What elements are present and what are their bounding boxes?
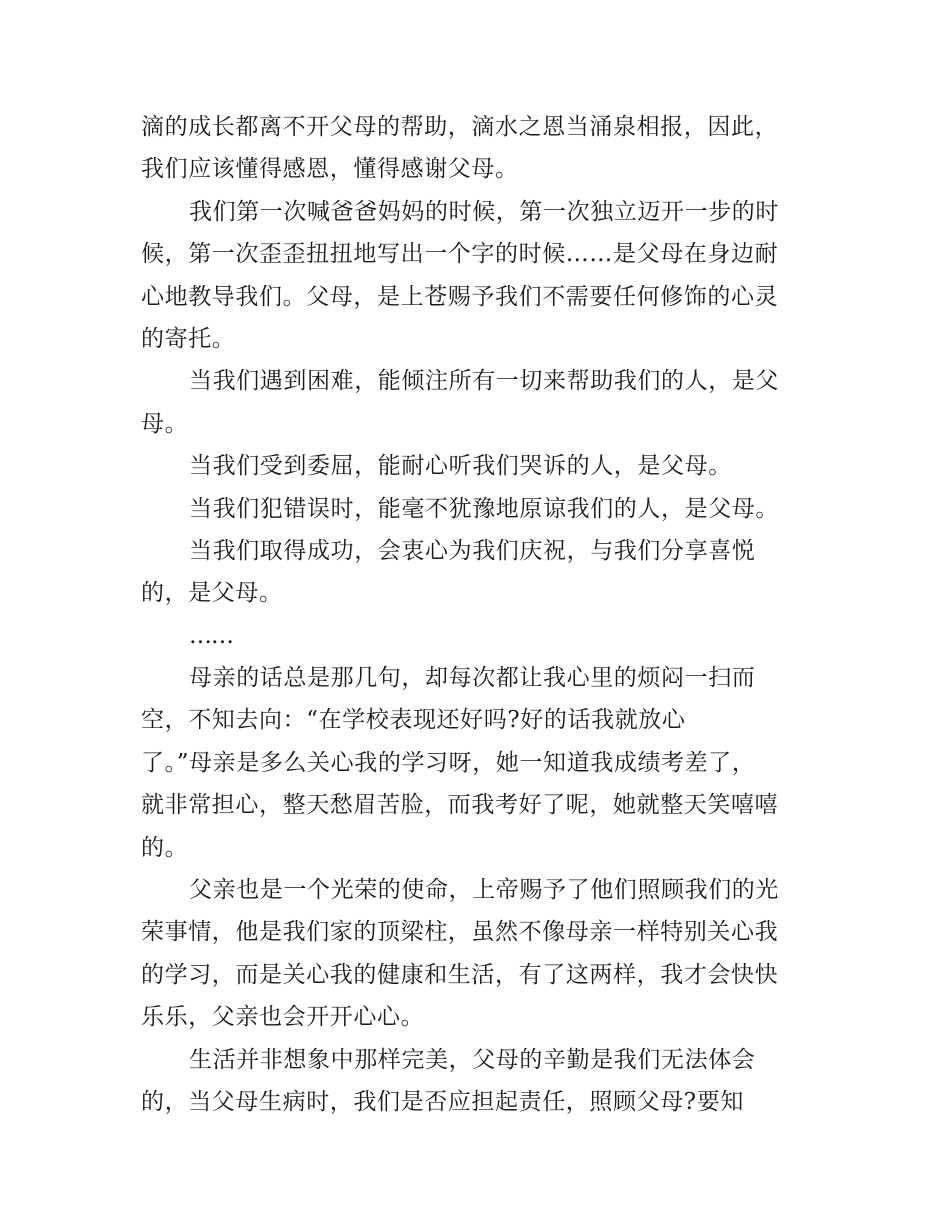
text-line: 的。	[141, 834, 189, 861]
text-line: 的，当父母生病时，我们是否应担起责任，照顾父母?要知	[141, 1088, 744, 1115]
text-line: 父亲也是一个光荣的使命，上帝赐予了他们照顾我们的光	[189, 877, 779, 904]
text-line: 当我们受到委屈，能耐心听我们哭诉的人，是父母。	[189, 453, 732, 480]
text-line: 我们第一次喊爸爸妈妈的时候，第一次独立迈开一步的时	[189, 198, 779, 225]
text-line: 的寄托。	[141, 325, 236, 352]
body-text	[141, 106, 813, 1123]
text-line: 就非常担心，整天愁眉苦脸，而我考好了呢，她就整天笑嘻嘻	[141, 792, 779, 819]
text-line: 乐乐，父亲也会开开心心。	[141, 1004, 425, 1031]
text-line: 候，第一次歪歪扭扭地写出一个字的时候……是父母在身边耐	[141, 241, 779, 268]
text-line: 母亲的话总是那几句，却每次都让我心里的烦闷一扫而	[189, 665, 756, 692]
text-line: 空，不知去向：“在学校表现还好吗?好的话我就放心	[141, 707, 686, 734]
text-line: 的学习，而是关心我的健康和生活，有了这两样，我才会快快	[141, 961, 779, 988]
text-line: 母。	[141, 410, 189, 437]
text-line: 当我们犯错误时，能毫不犹豫地原谅我们的人，是父母。	[189, 495, 779, 522]
text-line: 生活并非想象中那样完美，父母的辛勤是我们无法体会	[189, 1046, 756, 1073]
text-line: 心地教导我们。父母，是上苍赐予我们不需要任何修饰的心灵	[141, 283, 779, 310]
text-line: 的，是父母。	[141, 580, 283, 607]
text-line: 当我们遇到困难，能倾注所有一切来帮助我们的人，是父	[189, 368, 779, 395]
text-line: 当我们取得成功，会衷心为我们庆祝，与我们分享喜悦	[189, 537, 756, 564]
text-line: 荣事情，他是我们家的顶梁柱，虽然不像母亲一样特别关心我	[141, 919, 779, 946]
text-line: 滴的成长都离不开父母的帮助，滴水之恩当涌泉相报，因此，	[141, 114, 779, 140]
ellipsis-line: ……	[189, 622, 233, 649]
text-line: 了。”母亲是多么关心我的学习呀，她一知道我成绩考差了，	[141, 749, 756, 776]
text-line: 我们应该懂得感恩，懂得感谢父母。	[141, 156, 519, 183]
